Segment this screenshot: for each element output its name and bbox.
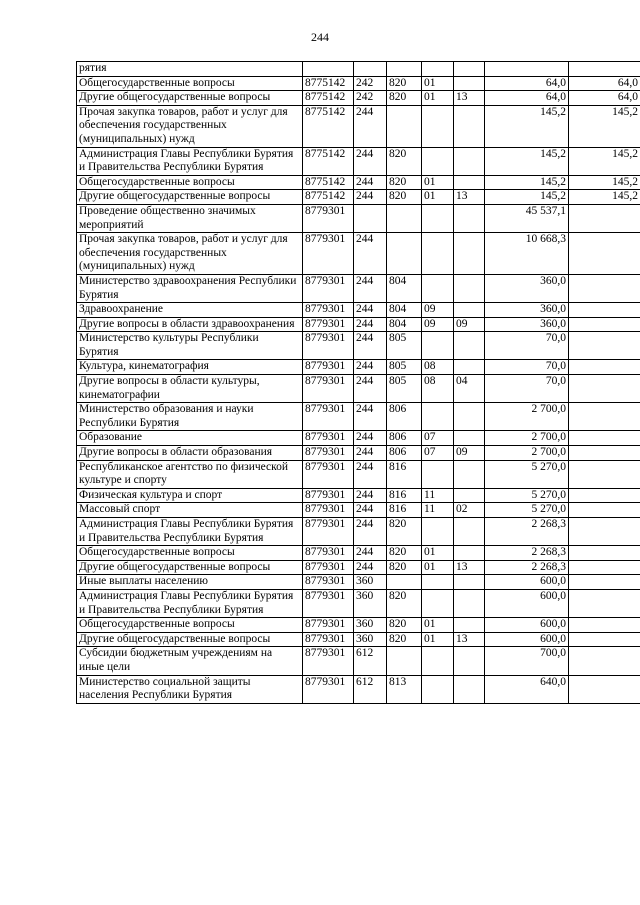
row-amount-2 [569, 62, 640, 77]
row-csr-code: 8779301 [303, 446, 354, 461]
row-csr-code: 8775142 [303, 105, 354, 147]
row-amount-2: 145,2 [569, 105, 640, 147]
row-name: Администрация Главы Республики Бурятия и Правительства Республики Бурятия [77, 589, 303, 617]
row-expense-type: 244 [354, 560, 387, 575]
row-section: 01 [422, 175, 454, 190]
table-row [77, 446, 640, 461]
row-amount-1: 600,0 [485, 589, 569, 617]
row-subsection [454, 488, 485, 503]
row-name: Министерство образования и науки Республики Бурятия [77, 403, 303, 431]
row-expense-type: 244 [354, 317, 387, 332]
row-csr-code: 8779301 [303, 488, 354, 503]
table-row [77, 618, 640, 633]
row-subsection: 13 [454, 190, 485, 205]
row-ministry-code: 820 [387, 175, 422, 190]
table-row [77, 76, 640, 91]
row-section: 09 [422, 303, 454, 318]
row-amount-1: 600,0 [485, 618, 569, 633]
row-csr-code: 8779301 [303, 546, 354, 561]
row-name: Другие общегосударственные вопросы [77, 190, 303, 205]
row-csr-code: 8779301 [303, 460, 354, 488]
row-amount-2: 145,2 [569, 175, 640, 190]
row-csr-code: 8775142 [303, 76, 354, 91]
row-ministry-code: 805 [387, 375, 422, 403]
row-subsection: 04 [454, 375, 485, 403]
row-amount-1: 360,0 [485, 303, 569, 318]
row-section: 01 [422, 560, 454, 575]
row-ministry-code: 805 [387, 360, 422, 375]
row-amount-1: 360,0 [485, 317, 569, 332]
table-row [77, 190, 640, 205]
table-row [77, 503, 640, 518]
row-section: 01 [422, 91, 454, 106]
row-ministry-code: 816 [387, 460, 422, 488]
row-amount-2 [569, 518, 640, 546]
row-name: Другие общегосударственные вопросы [77, 91, 303, 106]
row-amount-1: 5 270,0 [485, 460, 569, 488]
row-name: Общегосударственные вопросы [77, 76, 303, 91]
row-csr-code: 8779301 [303, 518, 354, 546]
row-expense-type: 244 [354, 503, 387, 518]
table-row [77, 274, 640, 302]
row-amount-2 [569, 204, 640, 232]
row-csr-code: 8779301 [303, 360, 354, 375]
row-name: Здравоохранение [77, 303, 303, 318]
row-amount-1: 70,0 [485, 360, 569, 375]
row-csr-code [303, 62, 354, 77]
row-subsection [454, 332, 485, 360]
row-amount-2 [569, 403, 640, 431]
row-subsection [454, 62, 485, 77]
row-amount-2 [569, 618, 640, 633]
row-ministry-code: 820 [387, 618, 422, 633]
row-csr-code: 8779301 [303, 317, 354, 332]
row-subsection [454, 175, 485, 190]
row-expense-type: 244 [354, 233, 387, 275]
row-subsection [454, 147, 485, 175]
row-expense-type: 244 [354, 175, 387, 190]
row-csr-code: 8779301 [303, 589, 354, 617]
row-amount-1: 10 668,3 [485, 233, 569, 275]
table-row [77, 91, 640, 106]
row-name: Физическая культура и спорт [77, 488, 303, 503]
row-subsection [454, 431, 485, 446]
row-expense-type: 244 [354, 518, 387, 546]
row-name: Другие вопросы в области образования [77, 446, 303, 461]
row-csr-code: 8779301 [303, 303, 354, 318]
row-ministry-code [387, 233, 422, 275]
budget-table [76, 61, 640, 704]
row-csr-code: 8775142 [303, 175, 354, 190]
row-csr-code: 8779301 [303, 575, 354, 590]
row-csr-code: 8779301 [303, 332, 354, 360]
row-ministry-code: 820 [387, 632, 422, 647]
row-amount-1: 360,0 [485, 274, 569, 302]
row-subsection: 13 [454, 632, 485, 647]
table-row [77, 647, 640, 675]
table-row [77, 575, 640, 590]
row-subsection [454, 575, 485, 590]
row-expense-type: 244 [354, 303, 387, 318]
row-subsection: 09 [454, 446, 485, 461]
row-name: Министерство здравоохранения Республики Бурятия [77, 274, 303, 302]
row-amount-2 [569, 632, 640, 647]
row-ministry-code: 813 [387, 675, 422, 703]
row-section [422, 147, 454, 175]
row-amount-1: 70,0 [485, 332, 569, 360]
row-expense-type: 244 [354, 274, 387, 302]
row-name: Администрация Главы Республики Бурятия и Правительства Республики Бурятия [77, 147, 303, 175]
row-amount-2 [569, 460, 640, 488]
row-subsection: 13 [454, 91, 485, 106]
table-row [77, 360, 640, 375]
table-row [77, 317, 640, 332]
row-section: 01 [422, 546, 454, 561]
row-expense-type: 360 [354, 632, 387, 647]
row-section: 09 [422, 317, 454, 332]
row-name: Массовый спорт [77, 503, 303, 518]
row-name: Прочая закупка товаров, работ и услуг для обеспечения государственных (муниципальных) нужд [77, 105, 303, 147]
row-amount-1: 2 268,3 [485, 518, 569, 546]
row-subsection [454, 233, 485, 275]
row-expense-type: 244 [354, 488, 387, 503]
row-subsection [454, 76, 485, 91]
row-ministry-code: 805 [387, 332, 422, 360]
row-subsection [454, 518, 485, 546]
table-row [77, 488, 640, 503]
row-csr-code: 8779301 [303, 274, 354, 302]
row-expense-type: 244 [354, 105, 387, 147]
row-subsection [454, 204, 485, 232]
row-section [422, 647, 454, 675]
table-row [77, 204, 640, 232]
row-expense-type: 244 [354, 460, 387, 488]
row-amount-2 [569, 503, 640, 518]
row-ministry-code: 816 [387, 488, 422, 503]
row-amount-2 [569, 589, 640, 617]
table-row [77, 518, 640, 546]
table-row [77, 332, 640, 360]
row-amount-2 [569, 375, 640, 403]
row-expense-type: 244 [354, 446, 387, 461]
row-expense-type: 242 [354, 91, 387, 106]
row-expense-type: 244 [354, 403, 387, 431]
row-ministry-code [387, 62, 422, 77]
row-amount-1: 2 268,3 [485, 560, 569, 575]
row-section: 01 [422, 618, 454, 633]
row-section: 08 [422, 360, 454, 375]
row-expense-type: 612 [354, 647, 387, 675]
row-ministry-code: 820 [387, 76, 422, 91]
row-subsection [454, 675, 485, 703]
row-name: Другие вопросы в области здравоохранения [77, 317, 303, 332]
row-expense-type: 244 [354, 332, 387, 360]
row-csr-code: 8775142 [303, 147, 354, 175]
row-amount-1: 700,0 [485, 647, 569, 675]
table-row [77, 233, 640, 275]
row-subsection [454, 546, 485, 561]
row-amount-1: 2 700,0 [485, 431, 569, 446]
row-expense-type: 244 [354, 360, 387, 375]
row-amount-1: 5 270,0 [485, 488, 569, 503]
row-expense-type [354, 204, 387, 232]
row-name: Культура, кинематография [77, 360, 303, 375]
row-name: Общегосударственные вопросы [77, 546, 303, 561]
row-expense-type: 360 [354, 589, 387, 617]
row-subsection [454, 403, 485, 431]
row-section [422, 233, 454, 275]
row-amount-2 [569, 317, 640, 332]
row-amount-2 [569, 303, 640, 318]
table-row [77, 675, 640, 703]
row-name: Другие общегосударственные вопросы [77, 560, 303, 575]
row-amount-1: 2 268,3 [485, 546, 569, 561]
table-row [77, 62, 640, 77]
row-expense-type: 612 [354, 675, 387, 703]
row-expense-type: 360 [354, 618, 387, 633]
row-subsection: 09 [454, 317, 485, 332]
row-csr-code: 8779301 [303, 675, 354, 703]
row-amount-1: 145,2 [485, 190, 569, 205]
row-amount-1: 64,0 [485, 91, 569, 106]
row-amount-2 [569, 332, 640, 360]
row-amount-2 [569, 647, 640, 675]
row-ministry-code [387, 204, 422, 232]
table-row [77, 175, 640, 190]
row-name: Образование [77, 431, 303, 446]
table-row [77, 589, 640, 617]
row-ministry-code: 820 [387, 91, 422, 106]
row-csr-code: 8779301 [303, 560, 354, 575]
row-ministry-code: 820 [387, 147, 422, 175]
table-row [77, 105, 640, 147]
row-subsection [454, 105, 485, 147]
page-number: 244 [311, 30, 329, 44]
row-csr-code: 8779301 [303, 647, 354, 675]
row-subsection: 02 [454, 503, 485, 518]
row-amount-2: 145,2 [569, 190, 640, 205]
row-section [422, 589, 454, 617]
row-section [422, 105, 454, 147]
row-ministry-code [387, 105, 422, 147]
row-amount-1: 2 700,0 [485, 403, 569, 431]
row-section [422, 675, 454, 703]
row-csr-code: 8779301 [303, 431, 354, 446]
row-name: Республиканское агентство по физической культуре и спорту [77, 460, 303, 488]
row-amount-2 [569, 560, 640, 575]
row-amount-1: 5 270,0 [485, 503, 569, 518]
row-name: Министерство культуры Республики Бурятия [77, 332, 303, 360]
row-expense-type: 244 [354, 190, 387, 205]
table-row [77, 303, 640, 318]
row-csr-code: 8779301 [303, 204, 354, 232]
row-ministry-code [387, 575, 422, 590]
row-expense-type: 360 [354, 575, 387, 590]
row-expense-type [354, 62, 387, 77]
row-csr-code: 8775142 [303, 190, 354, 205]
row-csr-code: 8779301 [303, 403, 354, 431]
row-csr-code: 8779301 [303, 632, 354, 647]
row-amount-2 [569, 274, 640, 302]
row-name: Иные выплаты населению [77, 575, 303, 590]
table-row [77, 632, 640, 647]
row-subsection [454, 360, 485, 375]
row-ministry-code: 806 [387, 446, 422, 461]
row-ministry-code: 806 [387, 431, 422, 446]
row-csr-code: 8775142 [303, 91, 354, 106]
row-subsection [454, 460, 485, 488]
row-section: 01 [422, 76, 454, 91]
row-ministry-code: 820 [387, 518, 422, 546]
row-section [422, 62, 454, 77]
row-amount-1: 145,2 [485, 147, 569, 175]
row-name: рятия [77, 62, 303, 77]
row-amount-2 [569, 675, 640, 703]
row-subsection [454, 589, 485, 617]
row-ministry-code: 820 [387, 560, 422, 575]
row-ministry-code: 820 [387, 589, 422, 617]
table-row [77, 560, 640, 575]
row-amount-2 [569, 575, 640, 590]
row-name: Другие вопросы в области культуры, кинематографии [77, 375, 303, 403]
row-section [422, 274, 454, 302]
row-ministry-code: 820 [387, 546, 422, 561]
row-ministry-code: 816 [387, 503, 422, 518]
row-amount-1: 45 537,1 [485, 204, 569, 232]
row-expense-type: 244 [354, 431, 387, 446]
row-csr-code: 8779301 [303, 375, 354, 403]
row-section: 08 [422, 375, 454, 403]
row-section: 01 [422, 632, 454, 647]
row-name: Администрация Главы Республики Бурятия и Правительства Республики Бурятия [77, 518, 303, 546]
row-csr-code: 8779301 [303, 503, 354, 518]
row-amount-2: 145,2 [569, 147, 640, 175]
row-section [422, 403, 454, 431]
row-section: 01 [422, 190, 454, 205]
row-section: 11 [422, 488, 454, 503]
row-csr-code: 8779301 [303, 233, 354, 275]
row-amount-1: 145,2 [485, 175, 569, 190]
row-section [422, 460, 454, 488]
table-row [77, 147, 640, 175]
row-expense-type: 244 [354, 147, 387, 175]
row-amount-2 [569, 233, 640, 275]
row-expense-type: 244 [354, 375, 387, 403]
row-csr-code: 8779301 [303, 618, 354, 633]
row-amount-1: 145,2 [485, 105, 569, 147]
row-amount-2: 64,0 [569, 76, 640, 91]
table-row [77, 431, 640, 446]
row-name: Прочая закупка товаров, работ и услуг для обеспечения государственных (муниципальных) нужд [77, 233, 303, 275]
row-expense-type: 244 [354, 546, 387, 561]
row-name: Министерство социальной защиты населения Республики Бурятия [77, 675, 303, 703]
budget-table-body [77, 62, 640, 704]
row-amount-2 [569, 488, 640, 503]
row-section [422, 518, 454, 546]
row-amount-1: 600,0 [485, 575, 569, 590]
row-amount-2 [569, 360, 640, 375]
row-name: Проведение общественно значимых мероприятий [77, 204, 303, 232]
row-section: 07 [422, 431, 454, 446]
table-row [77, 375, 640, 403]
row-amount-1: 64,0 [485, 76, 569, 91]
row-section: 11 [422, 503, 454, 518]
row-ministry-code: 806 [387, 403, 422, 431]
row-subsection [454, 303, 485, 318]
row-expense-type: 242 [354, 76, 387, 91]
row-name: Общегосударственные вопросы [77, 175, 303, 190]
row-subsection: 13 [454, 560, 485, 575]
row-amount-2 [569, 446, 640, 461]
row-amount-1: 600,0 [485, 632, 569, 647]
row-amount-2: 64,0 [569, 91, 640, 106]
row-section [422, 332, 454, 360]
row-ministry-code: 804 [387, 274, 422, 302]
row-ministry-code [387, 647, 422, 675]
row-section: 07 [422, 446, 454, 461]
row-amount-1: 70,0 [485, 375, 569, 403]
row-subsection [454, 274, 485, 302]
row-amount-2 [569, 546, 640, 561]
row-name: Субсидии бюджетным учреждениям на иные цели [77, 647, 303, 675]
table-row [77, 460, 640, 488]
row-ministry-code: 820 [387, 190, 422, 205]
table-row [77, 546, 640, 561]
row-ministry-code: 804 [387, 317, 422, 332]
row-subsection [454, 647, 485, 675]
row-name: Общегосударственные вопросы [77, 618, 303, 633]
row-section [422, 575, 454, 590]
row-amount-1: 2 700,0 [485, 446, 569, 461]
row-section [422, 204, 454, 232]
row-amount-1: 640,0 [485, 675, 569, 703]
table-row [77, 403, 640, 431]
row-amount-1 [485, 62, 569, 77]
row-amount-2 [569, 431, 640, 446]
row-name: Другие общегосударственные вопросы [77, 632, 303, 647]
row-ministry-code: 804 [387, 303, 422, 318]
row-subsection [454, 618, 485, 633]
